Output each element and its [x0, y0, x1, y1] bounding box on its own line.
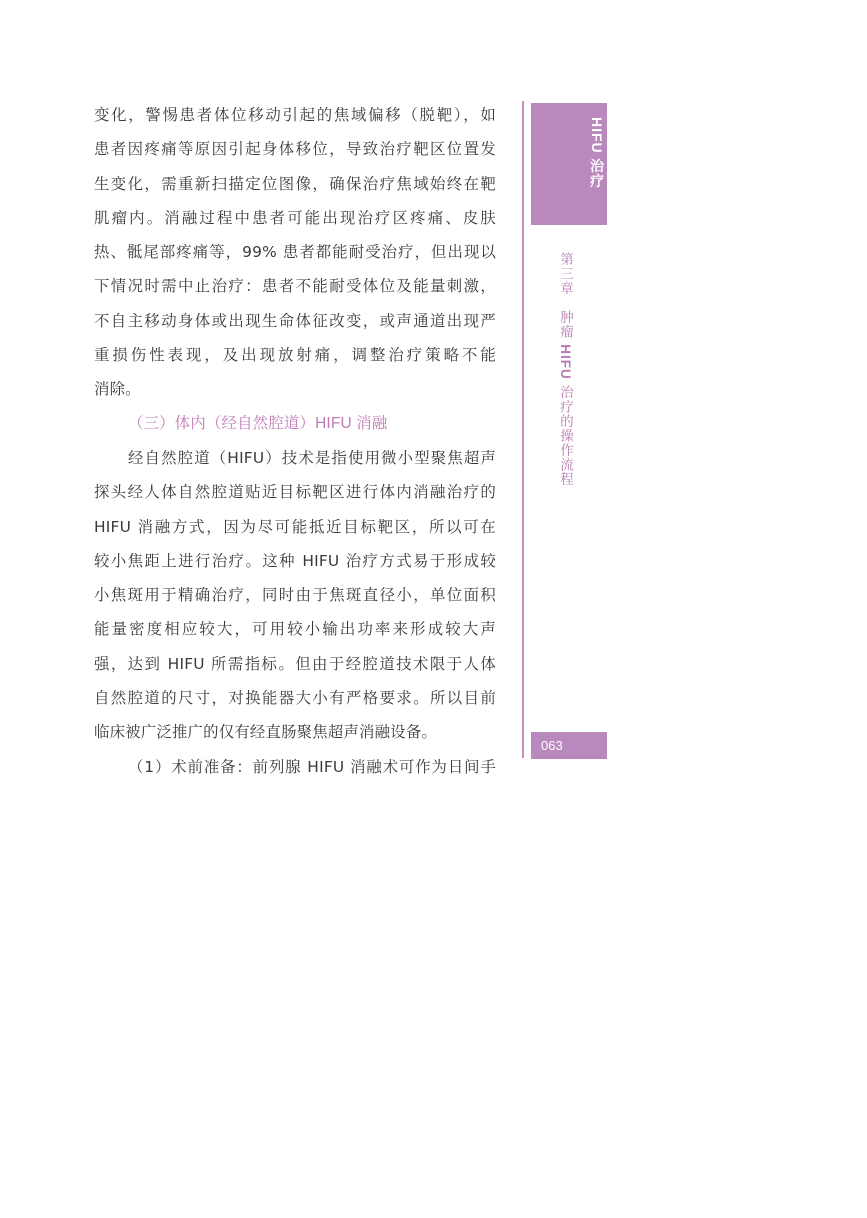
page-number: 063	[531, 732, 607, 759]
side-tab	[531, 103, 607, 225]
text-line: 热、骶尾部疼痛等，99% 患者都能耐受治疗，但出现以	[94, 243, 496, 262]
chapter-title-prefix: 第三章 肿瘤	[557, 252, 573, 345]
text-line: 小焦斑用于精确治疗，同时由于焦斑直径小，单位面积	[94, 586, 496, 605]
text-line: 重损伤性表现，及出现放射痛，调整治疗策略不能	[94, 346, 496, 365]
text-line: 消除。	[94, 380, 141, 399]
text-line: 不自主移动身体或出现生命体征改变，或声通道出现严	[94, 311, 496, 330]
text-line: 较小焦距上进行治疗。这种 HIFU 治疗方式易于形成较	[94, 551, 496, 570]
chapter-title-hifu: HIFU	[558, 344, 573, 380]
text-line: 下情况时需中止治疗：患者不能耐受体位及能量刺激，	[94, 277, 496, 296]
text-line: 肌瘤内。消融过程中患者可能出现治疗区疼痛、皮肤	[94, 208, 496, 227]
text-line: HIFU 消融方式，因为尽可能抵近目标靶区，所以可在	[94, 517, 496, 536]
chapter-title-suffix: 治疗的操作流程	[557, 379, 573, 487]
text-line: 自然腔道的尺寸，对换能器大小有严格要求。所以目前	[94, 689, 496, 708]
side-tab-label: HIFU 治疗	[589, 117, 605, 189]
margin-rule	[522, 101, 524, 758]
body-text	[94, 98, 496, 784]
text-line: （1）术前准备：前列腺 HIFU 消融术可作为日间手	[128, 757, 496, 776]
section-heading: （三）体内（经自然腔道）HIFU 消融	[128, 414, 388, 432]
text-line: 经自然腔道（HIFU）技术是指使用微小型聚焦超声	[128, 448, 496, 467]
text-line: 探头经人体自然腔道贴近目标靶区进行体内消融治疗的	[94, 483, 496, 502]
text-line: 能量密度相应较大，可用较小输出功率来形成较大声	[94, 620, 496, 639]
text-line: 生变化，需重新扫描定位图像，确保治疗焦域始终在靶	[94, 174, 496, 193]
text-line: 临床被广泛推广的仅有经直肠聚焦超声消融设备。	[94, 723, 437, 742]
chapter-title	[555, 252, 575, 487]
text-line: 患者因疼痛等原因引起身体移位，导致治疗靶区位置发	[94, 140, 496, 159]
text-line: 强，达到 HIFU 所需指标。但由于经腔道技术限于人体	[94, 654, 496, 673]
text-line: 变化，警惕患者体位移动引起的焦域偏移（脱靶），如	[94, 106, 496, 124]
